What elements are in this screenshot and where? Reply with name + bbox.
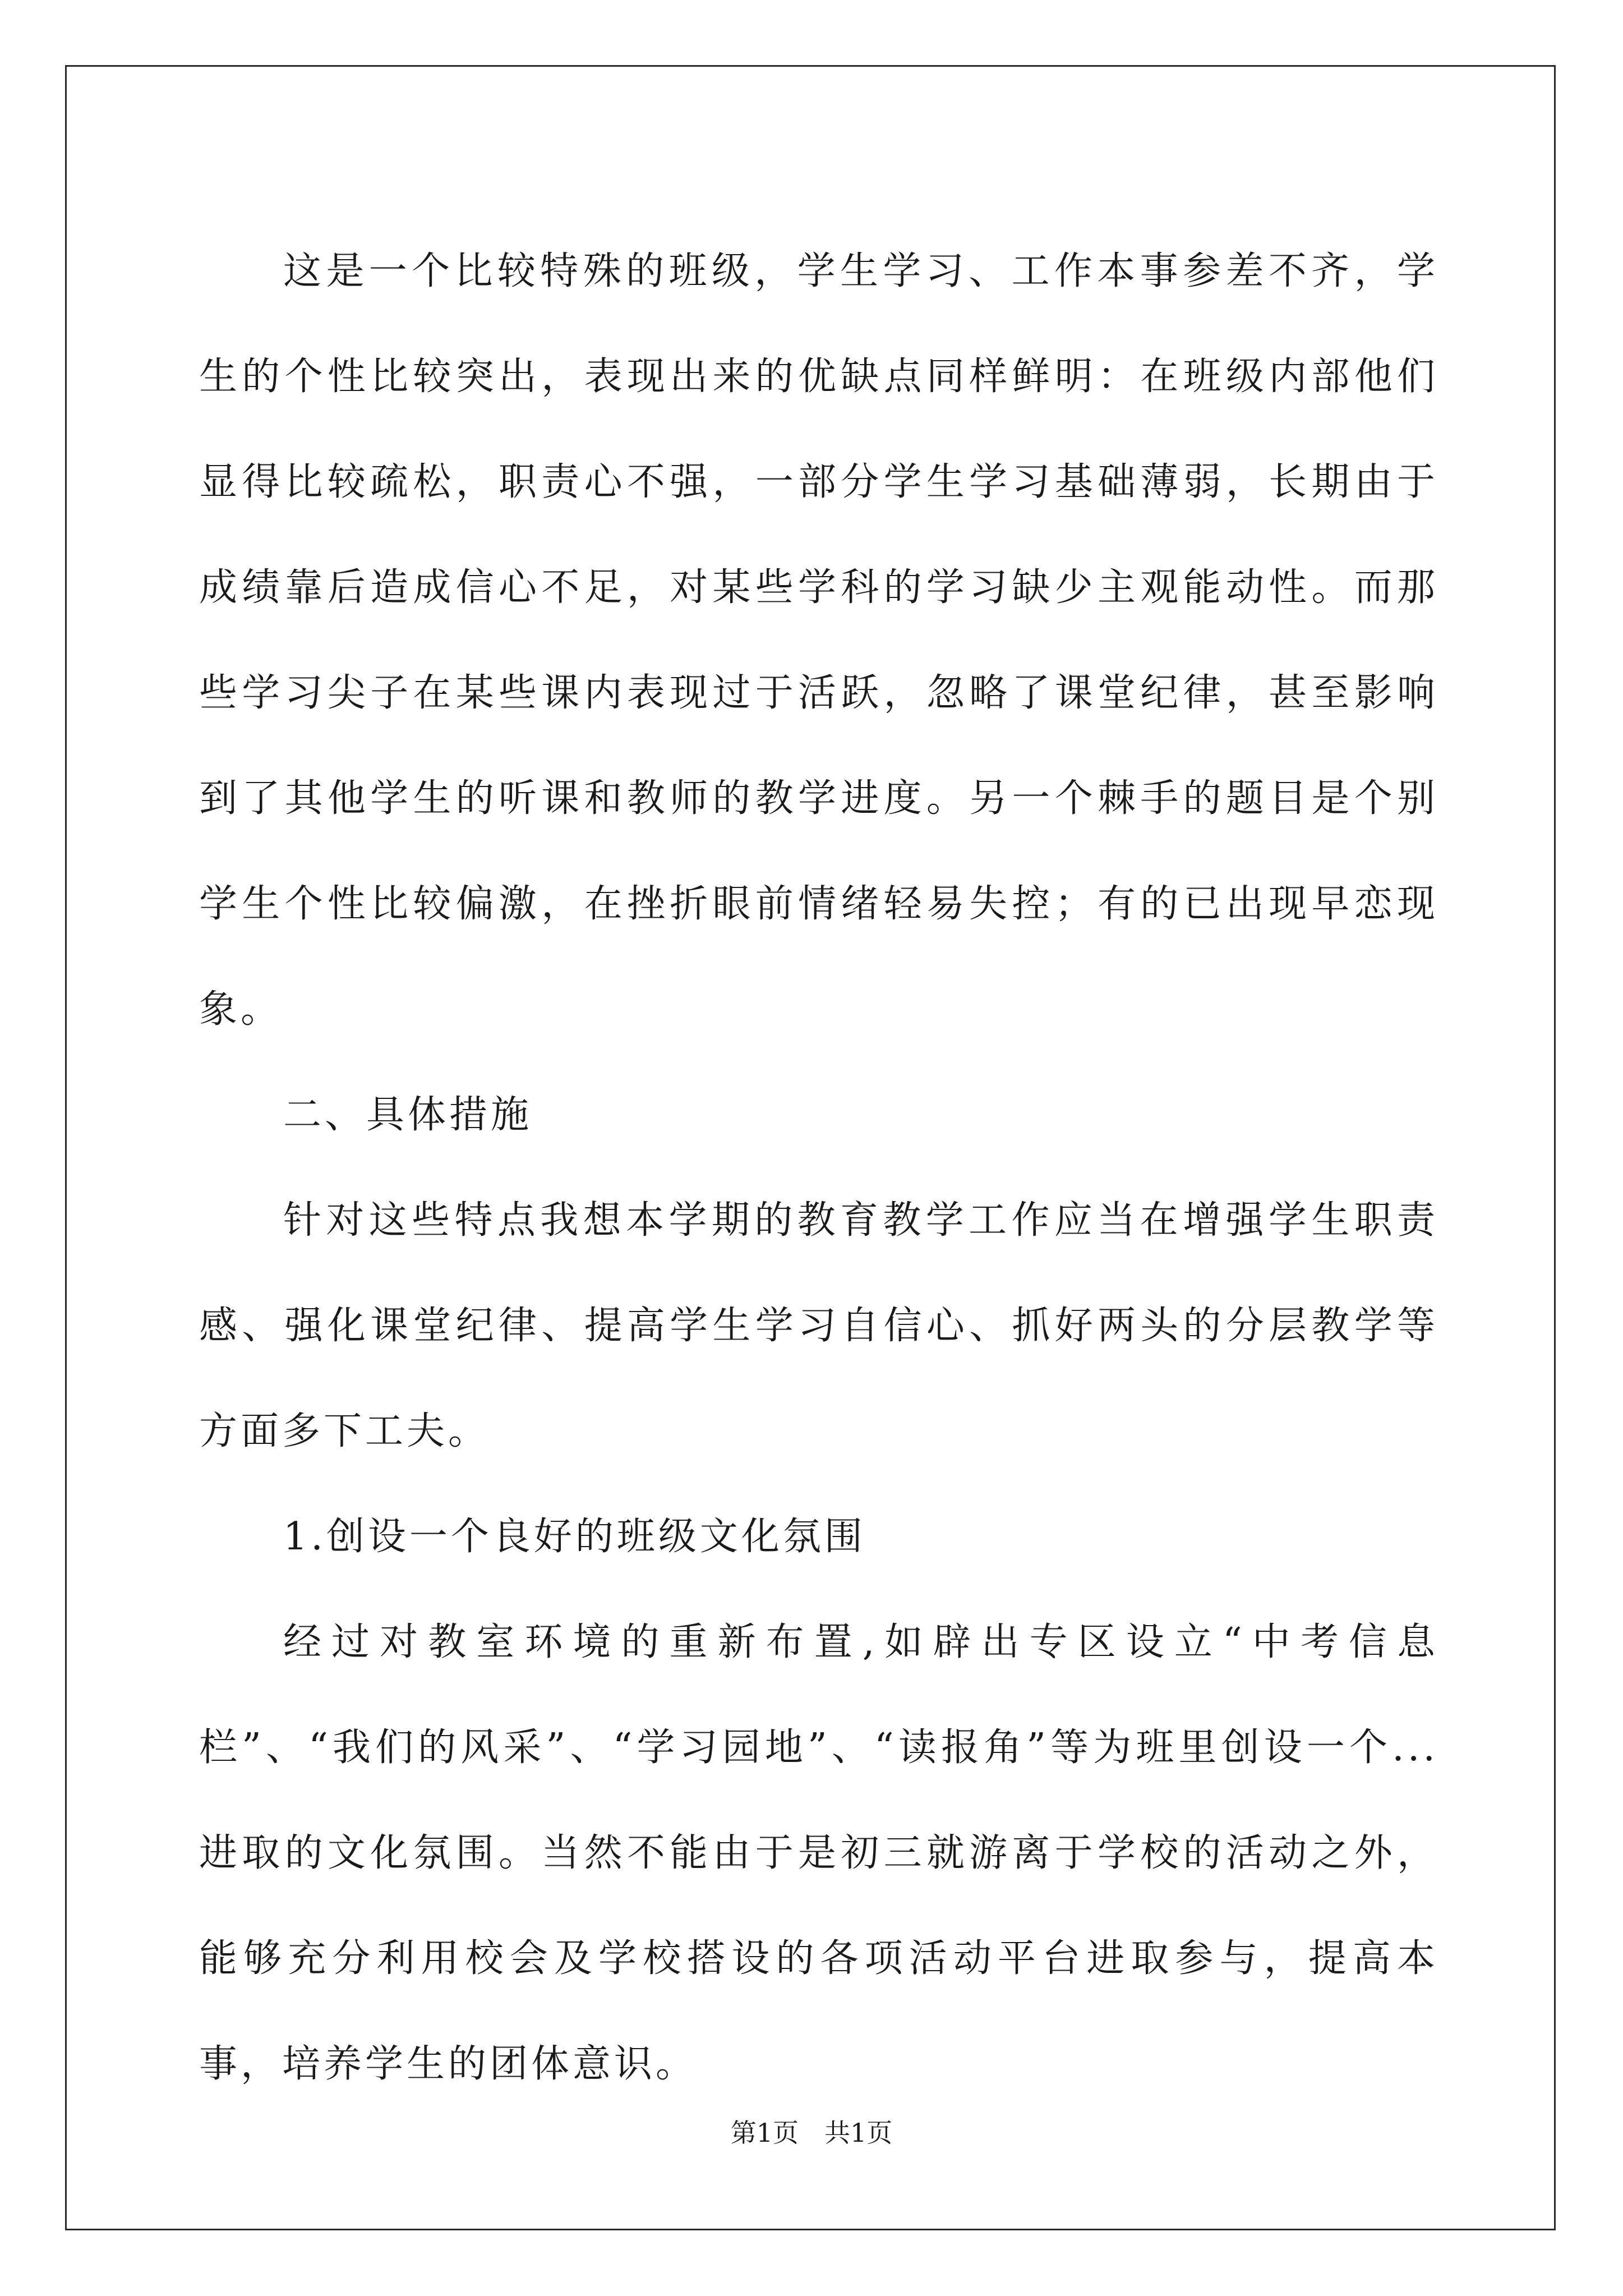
paragraph-class-situation: 这是一个比较特殊的班级，学生学习、工作本事参差不齐，学生的个性比较突出，表现出来的优缺点同样鲜明：在班级内部他们显得比较疏松，职责心不强，一部分学生学习基础薄弱，长期由于成绩靠后造成信心不足，对某些学科的学习缺少主观能动性。而那些学习尖子在某些课内表现过于活跃，忽略了课堂纪律，甚至影响到了其他学生的听课和教师的教学进度。另一个棘手的题目是个别学生个性比较偏激，在挫折眼前情绪轻易失控；有的已出现早恋现象。 xyxy=(199,249,1438,1032)
paragraph-class-culture: 经过对教室环境的重新布置,如辟出专区设立“中考信息栏”、“我们的风采”、“学习园地”、“读报角”等为班里创设一个...进取的文化氛围。当然不能由于是初三就游离于学校的活动之外，能够充分利用校会及学校搭设的各项活动平台进取参与，提高本事，培养学生的团体意识。 xyxy=(199,1620,1438,2086)
document-body xyxy=(199,219,1438,2117)
section-heading-measures: 二、具体措施 xyxy=(283,1093,533,1137)
subheading-class-culture: 1.创设一个良好的班级文化氛围 xyxy=(283,1515,866,1559)
paragraph-measures-intro: 针对这些特点我想本学期的教育教学工作应当在增强学生职责感、强化课堂纪律、提高学生学习自信心、抓好两头的分层教学等方面多下工夫。 xyxy=(199,1198,1438,1453)
page-number-footer: 第1页 共1页 xyxy=(730,2118,893,2148)
